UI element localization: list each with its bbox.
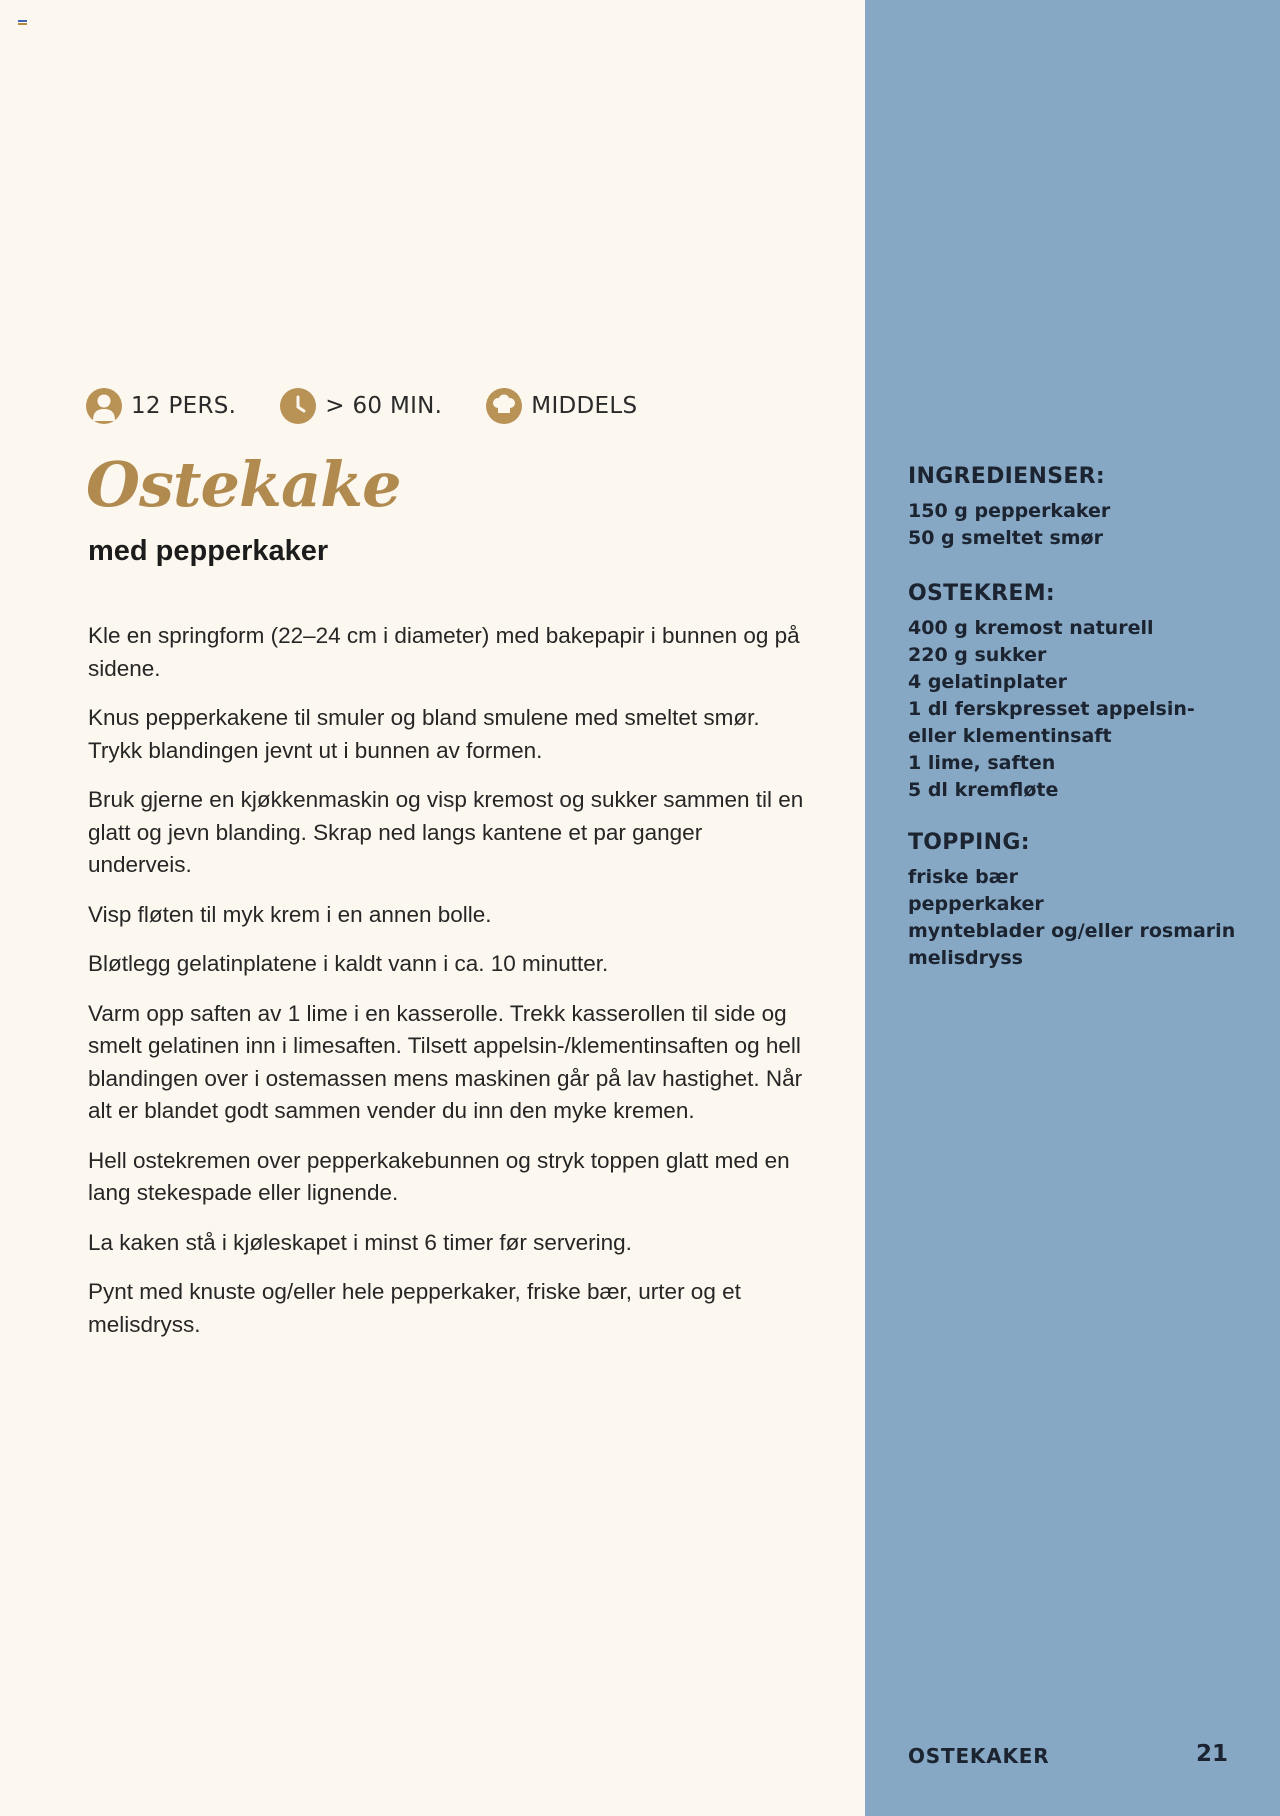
ingredient-item: 50 g smeltet smør: [908, 527, 1103, 549]
ingredients-section: [908, 464, 1248, 552]
recipe-steps: [88, 620, 808, 1358]
servings-info: [86, 388, 236, 424]
cream-heading: OSTEKREM:: [908, 581, 1055, 606]
ingredient-item: pepperkaker: [908, 893, 1044, 915]
ingredient-item: friske bær: [908, 866, 1018, 888]
ingredients-heading: INGREDIENSER:: [908, 464, 1106, 489]
recipe-step: Varm opp saften av 1 lime i en kasserolle. Trekk kasserollen til side og smelt gelatinen inn i limesaften. Tilsett appelsin-/klementinsaften og hell blandingen over i ostemassen mens maskinen går på lav hastighet. Når alt er blandet godt sammen vender du inn den myke kremen.: [88, 1000, 803, 1123]
time-info: [280, 388, 442, 424]
topping-heading: TOPPING:: [908, 830, 1030, 855]
recipe-step: Visp fløten til myk krem i en annen bolle.: [88, 901, 492, 927]
ingredient-item: eller klementinsaft: [908, 725, 1112, 747]
recipe-step: Pynt med knuste og/eller hele pepperkaker, friske bær, urter og et melisdryss.: [88, 1279, 741, 1337]
difficulty-info: [486, 388, 637, 424]
page-number: 21: [1196, 1741, 1229, 1767]
cream-list: [908, 615, 1248, 804]
ingredient-item: 220 g sukker: [908, 644, 1047, 666]
ingredient-item: 1 dl ferskpresset appelsin-: [908, 698, 1195, 720]
clock-icon: [280, 388, 316, 424]
ingredient-item: 4 gelatinplater: [908, 671, 1068, 693]
recipe-step: Bløtlegg gelatinplatene i kaldt vann i ca. 10 minutter.: [88, 951, 609, 976]
recipe-step: Hell ostekremen over pepperkakebunnen og stryk toppen glatt med en lang stekespade eller lignende.: [88, 1147, 790, 1205]
corner-mark-icon: [18, 20, 27, 26]
ingredient-item: 150 g pepperkaker: [908, 500, 1111, 522]
cream-section: [908, 581, 1248, 804]
chef-hat-icon: [486, 388, 522, 424]
recipe-subtitle: med pepperkaker: [88, 535, 329, 567]
recipe-step: Bruk gjerne en kjøkkenmaskin og visp kremost og sukker sammen til en glatt og jevn blanding. Skrap ned langs kantene et par ganger underveis.: [88, 787, 804, 877]
recipe-step: Kle en springform (22–24 cm i diameter) med bakepapir i bunnen og på sidene.: [88, 623, 800, 681]
recipe-step: Knus pepperkakene til smuler og bland smulene med smeltet smør. Trykk blandingen jevnt ut i bunnen av formen.: [88, 705, 760, 763]
person-icon: [86, 388, 122, 424]
recipe-step: La kaken stå i kjøleskapet i minst 6 timer før servering.: [88, 1229, 632, 1255]
topping-section: [908, 830, 1248, 972]
topping-list: [908, 864, 1248, 972]
ingredient-item: 5 dl kremfløte: [908, 779, 1059, 801]
servings-text: 12 PERS.: [131, 393, 237, 419]
ingredient-item: mynteblader og/eller rosmarin: [908, 920, 1236, 942]
ingredient-item: melisdryss: [908, 947, 1023, 969]
time-text: > 60 MIN.: [325, 393, 443, 419]
ingredients-list: [908, 498, 1248, 552]
recipe-title: Ostekake: [86, 448, 401, 521]
ingredient-item: 400 g kremost naturell: [908, 617, 1154, 639]
section-label: OSTEKAKER: [908, 1744, 1050, 1768]
difficulty-text: MIDDELS: [531, 393, 638, 419]
ingredient-item: 1 lime, saften: [908, 752, 1056, 774]
recipe-meta-row: [86, 388, 637, 424]
